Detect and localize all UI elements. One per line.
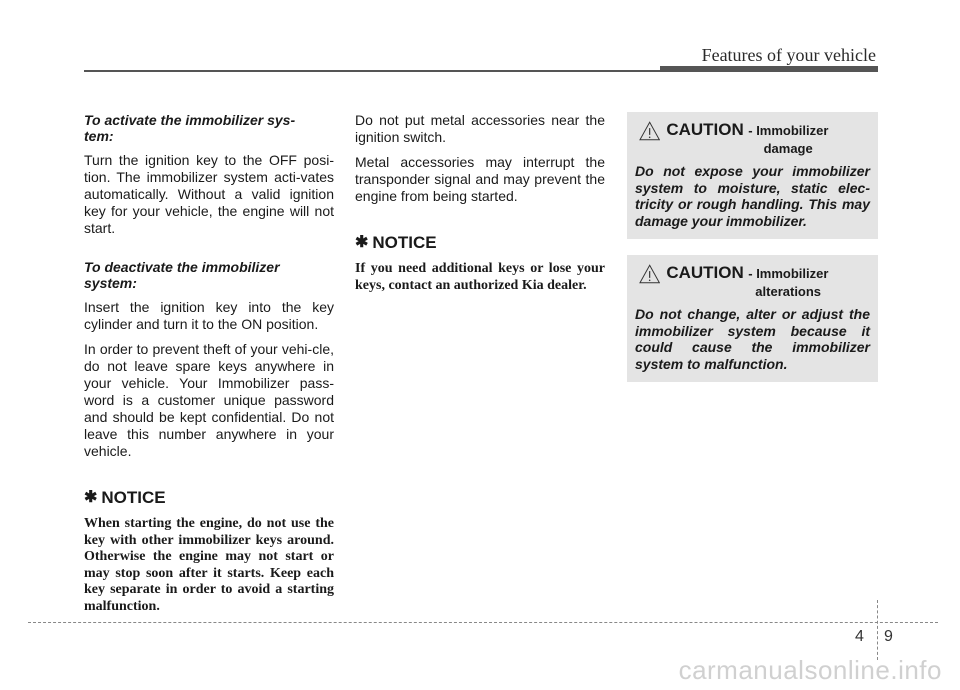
- caution-subtitle-2: alterations: [755, 284, 822, 299]
- caution-box-alterations: [627, 255, 878, 382]
- caution-text: Do not change, alter or adjust the immobilizer system because it could cause the immobilizer system to malfunction.: [635, 306, 870, 372]
- notice-star-icon: ✱: [84, 489, 98, 506]
- spacer: [84, 468, 334, 482]
- caution-subtitle-2: damage: [763, 141, 813, 156]
- caution-header: [639, 263, 870, 300]
- spacer: [84, 245, 334, 259]
- notice-label: NOTICE: [372, 233, 437, 252]
- metal-accessories-text-2: Metal accessories may interrupt the transponder signal and may prevent the engine from being started.: [355, 154, 605, 204]
- deactivate-text-2: In order to prevent theft of your vehi-cle, do not leave spare keys anywhere in your vehicle. Your Immobilizer pass-word is a customer unique password and should be kept confidential. Do not leave this number anywhere in your vehicle.: [84, 341, 334, 459]
- column-1: [84, 112, 334, 615]
- activate-heading: To activate the immobilizer sys-tem:: [84, 112, 296, 144]
- notice-text: When starting the engine, do not use the key with other immobilizer keys around. Otherwise the engine may not start or may stop soon after it starts. Keep each key separate in order to avoid a starting malfunction.: [84, 516, 334, 614]
- notice-heading: [355, 233, 605, 253]
- watermark: carmanualsonline.info: [678, 655, 942, 685]
- caution-word: CAUTION: [666, 263, 744, 282]
- notice-label: NOTICE: [101, 488, 166, 507]
- deactivate-heading: To deactivate the immobilizer system:: [84, 259, 280, 291]
- warning-triangle-icon: [639, 121, 660, 141]
- column-2: [355, 112, 605, 294]
- page-header-title: Features of your vehicle: [701, 45, 876, 65]
- caution-title: [666, 263, 870, 300]
- page-number-divider: [877, 600, 878, 660]
- column-3: [627, 112, 878, 398]
- caution-word: CAUTION: [666, 120, 744, 139]
- footer-rule: [28, 622, 938, 623]
- spacer: [355, 213, 605, 227]
- notice-text: If you need additional keys or lose your keys, contact an authorized Kia dealer.: [355, 261, 605, 293]
- notice-star-icon: ✱: [355, 234, 369, 251]
- deactivate-text-1: Insert the ignition key into the key cylinder and turn it to the ON position.: [84, 299, 334, 332]
- caution-subtitle: - Immobilizer: [748, 123, 829, 138]
- chapter-number: 4: [855, 628, 864, 645]
- caution-header: [639, 120, 870, 157]
- notice-heading: [84, 488, 334, 508]
- page-number: 9: [884, 628, 893, 645]
- metal-accessories-text-1: Do not put metal accessories near the ignition switch.: [355, 112, 605, 145]
- caution-text: Do not expose your immobilizer system to moisture, static elec-tricity or rough handling. This may damage your immobilizer.: [635, 163, 870, 229]
- caution-box-damage: [627, 112, 878, 239]
- warning-triangle-icon: [639, 264, 660, 284]
- caution-subtitle: - Immobilizer: [748, 266, 829, 281]
- caution-title: [666, 120, 870, 157]
- header-rule-accent: [660, 66, 878, 72]
- activate-text: Turn the ignition key to the OFF posi-tion. The immobilizer system acti-vates automatically. Without a valid ignition key for your vehicle, the engine will not start.: [84, 152, 334, 236]
